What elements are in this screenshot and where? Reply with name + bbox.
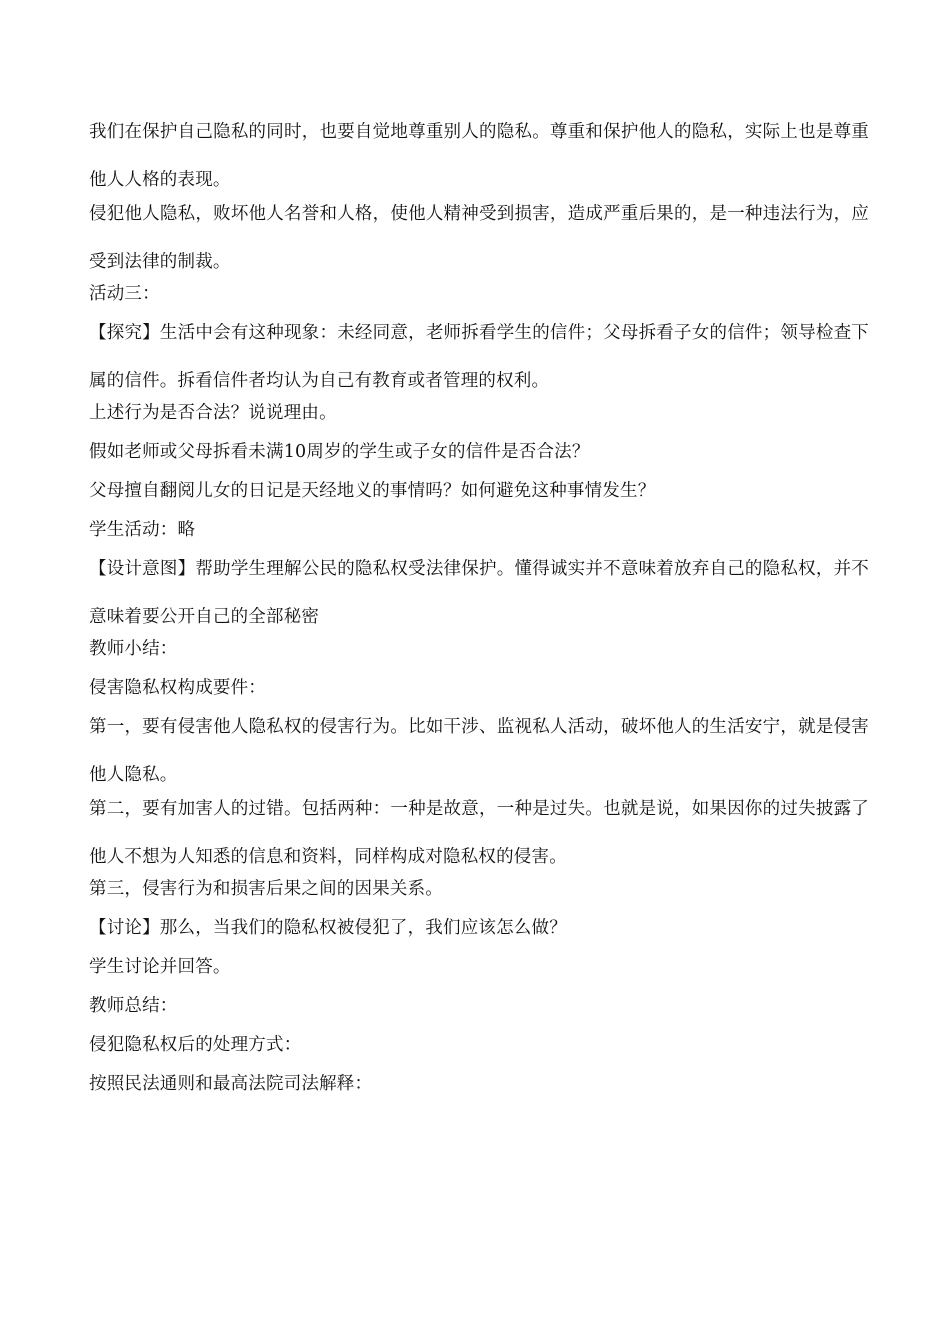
paragraph-student-activity: 学生活动：略 <box>89 520 196 540</box>
paragraph-question-under-ten: 假如老师或父母拆看未满10周岁的学生或子女的信件是否合法？ <box>89 442 590 462</box>
paragraph-civil-law: 按照民法通则和最高法院司法解释： <box>89 1074 373 1094</box>
paragraph-teacher-summary: 教师小结： <box>89 639 178 659</box>
paragraph-element-two: 第二，要有加害人的过错。包括两种：一种是故意，一种是过失。也就是说，如果因你的过失披露了他人不想为人知悉的信息和资料，同样构成对隐私权的侵害。 <box>89 799 869 867</box>
paragraph-explore: 【探究】生活中会有这种现象：未经同意，老师拆看学生的信件；父母拆看子女的信件；领导检查下属的信件。拆看信件者均认为自己有教育或者管理的权利。 <box>89 323 869 391</box>
paragraph-discussion: 【讨论】那么，当我们的隐私权被侵犯了，我们应该怎么做？ <box>89 918 567 938</box>
paragraph-element-three: 第三，侵害行为和损害后果之间的因果关系。 <box>89 879 443 899</box>
paragraph-design-intent: 【设计意图】帮助学生理解公民的隐私权受法律保护。懂得诚实并不意味着放弃自己的隐私权，并不意味着要公开自己的全部秘密 <box>89 559 869 627</box>
paragraph-handling-methods: 侵犯隐私权后的处理方式： <box>89 1035 302 1055</box>
paragraph-elements-heading: 侵害隐私权构成要件： <box>89 678 266 698</box>
paragraph-question-diary: 父母擅自翻阅儿女的日记是天经地义的事情吗？如何避免这种事情发生？ <box>89 481 656 501</box>
paragraph-violation-illegal: 侵犯他人隐私，败坏他人名誉和人格，使他人精神受到损害，造成严重后果的，是一种违法行为，应受到法律的制裁。 <box>89 204 869 272</box>
paragraph-activity-three: 活动三： <box>89 284 160 304</box>
paragraph-question-legal: 上述行为是否合法？说说理由。 <box>89 403 337 423</box>
paragraph-element-one: 第一，要有侵害他人隐私权的侵害行为。比如干涉、监视私人活动，破坏他人的生活安宁，就是侵害他人隐私。 <box>89 717 869 785</box>
paragraph-teacher-conclusion: 教师总结： <box>89 996 178 1016</box>
document-body <box>89 122 869 1113</box>
paragraph-student-discuss: 学生讨论并回答。 <box>89 957 231 977</box>
paragraph-respect-privacy: 我们在保护自己隐私的同时，也要自觉地尊重别人的隐私。尊重和保护他人的隐私，实际上也是尊重他人人格的表现。 <box>89 122 869 190</box>
